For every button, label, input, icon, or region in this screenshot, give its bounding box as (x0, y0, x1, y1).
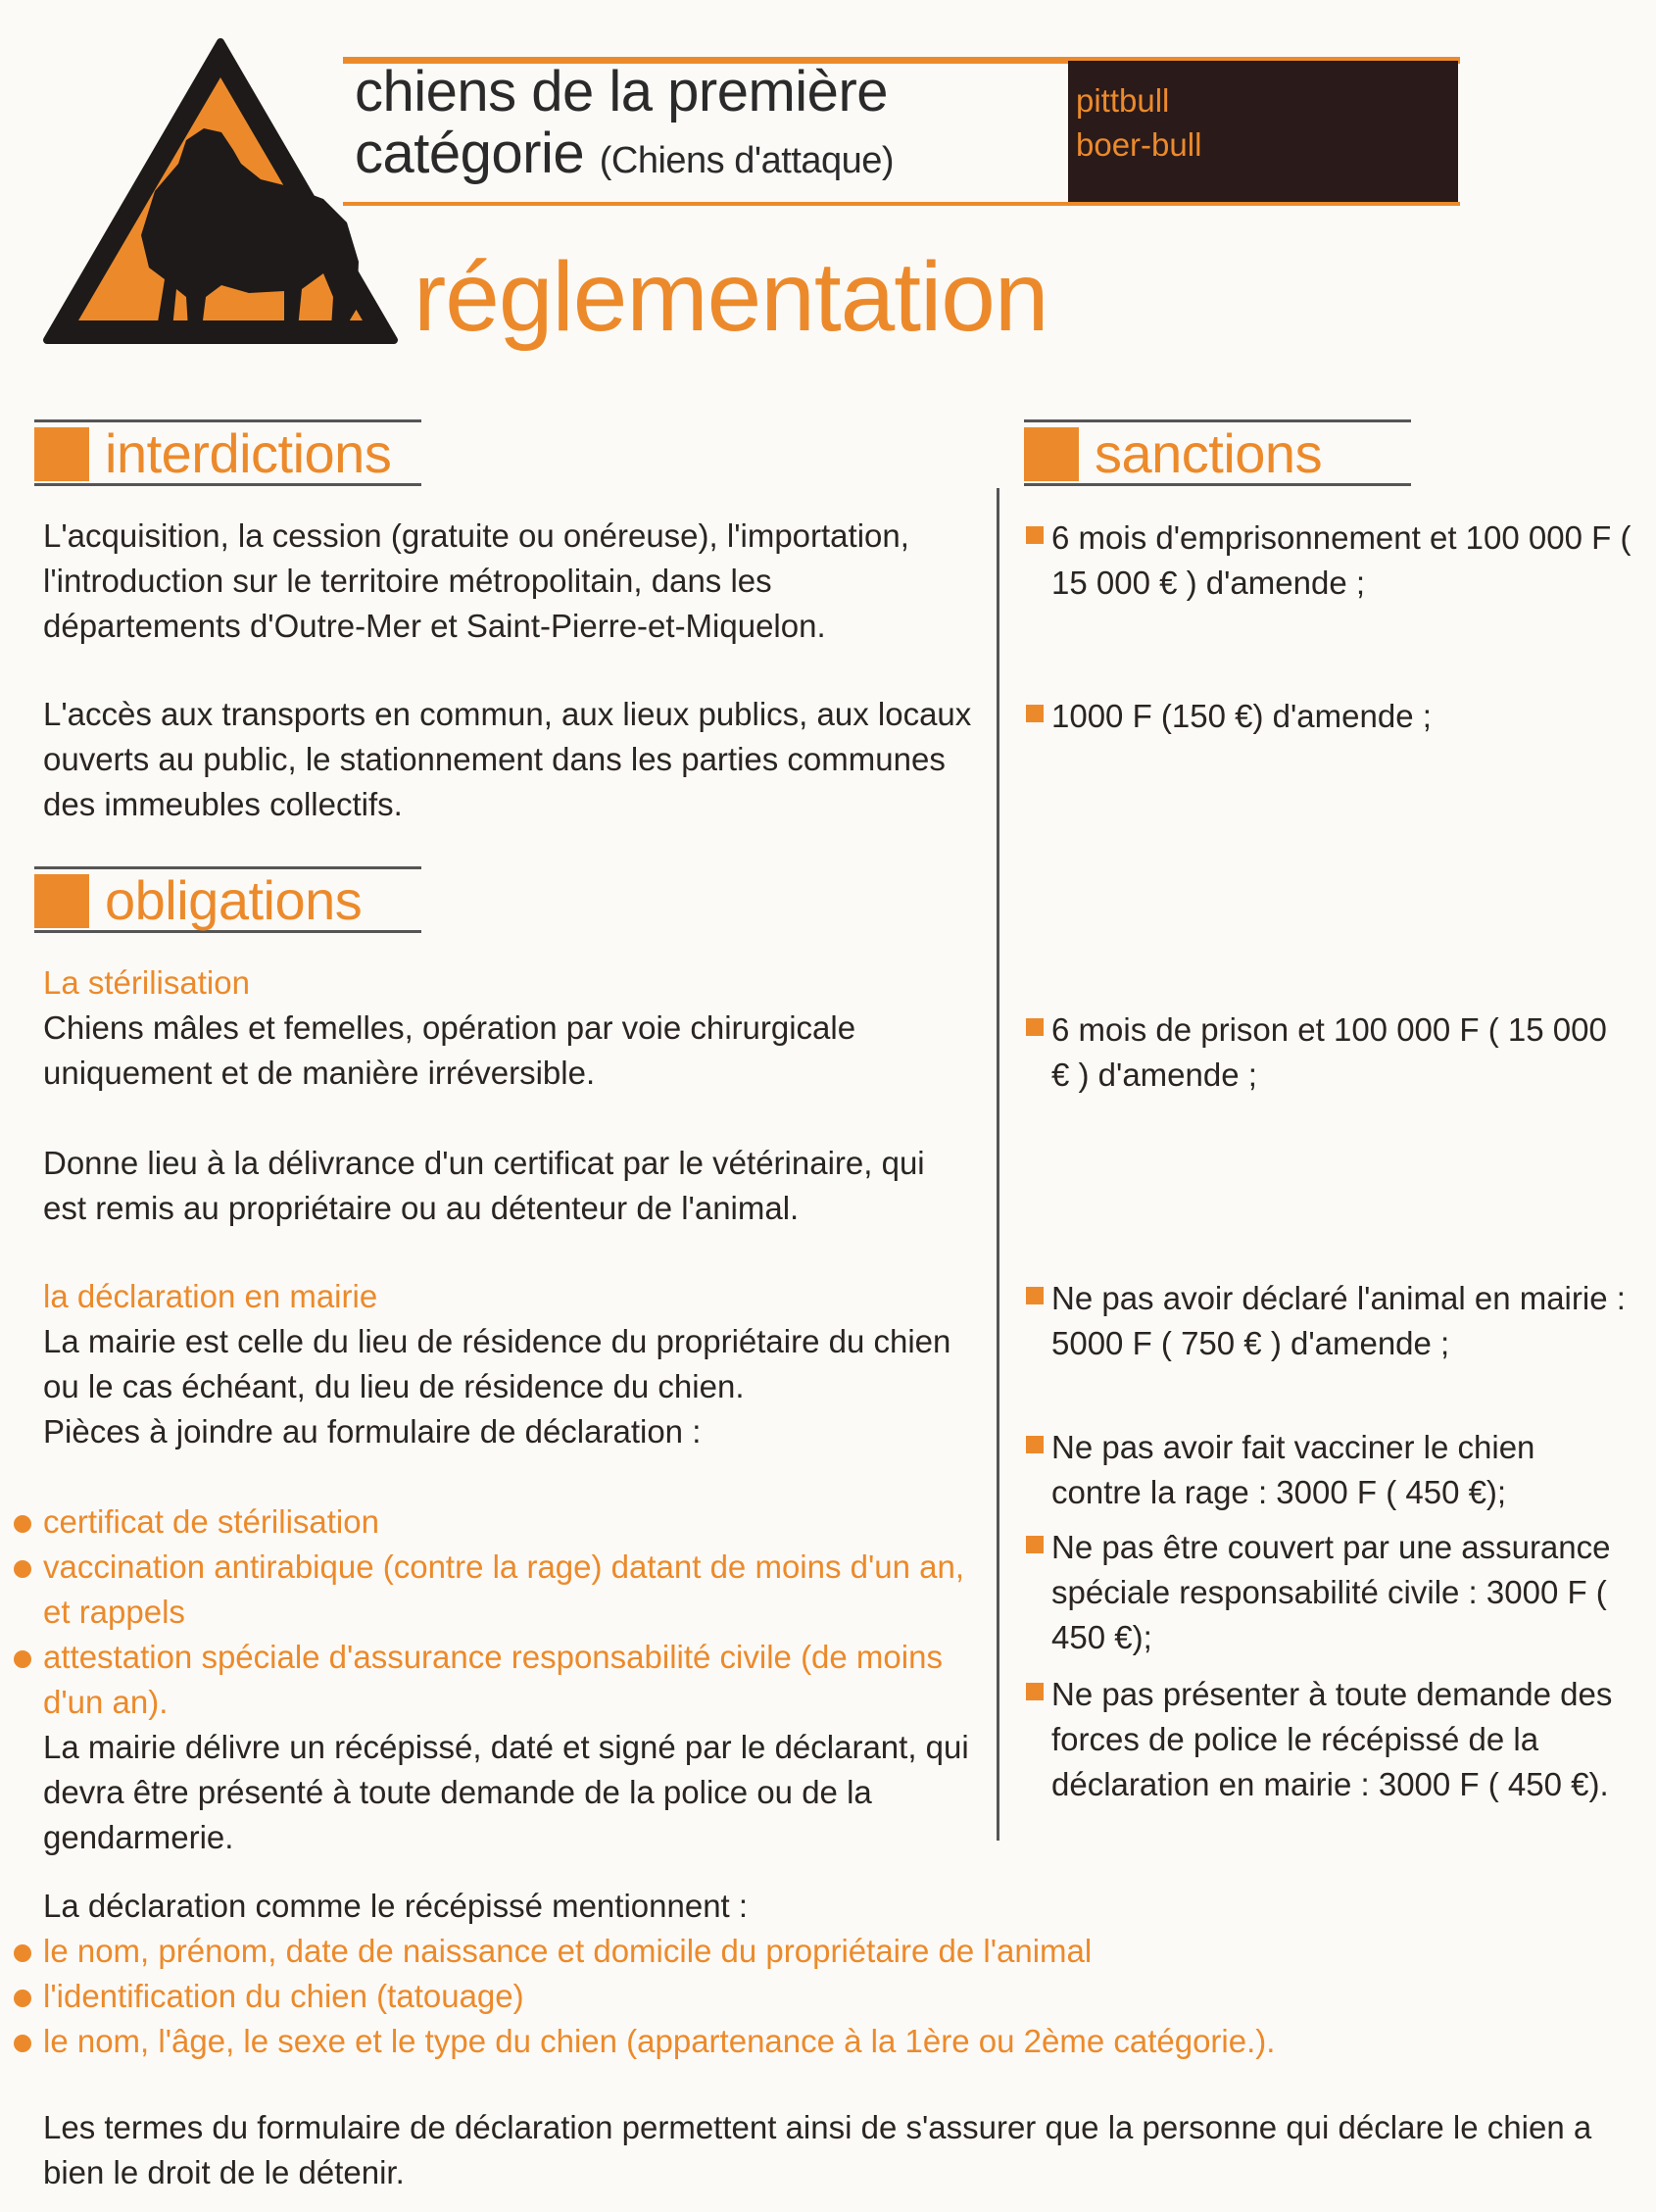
declaration-text-2: Pièces à joindre au formulaire de déclaration : (43, 1413, 702, 1450)
breed-item: pittbull (1076, 82, 1170, 119)
mentions-intro: La déclaration comme le récépissé mentionnent : (43, 1888, 749, 1924)
list-item: vaccination antirabique (contre la rage) datant de moins d'un an, et rappels (14, 1545, 974, 1635)
square-bullet-icon (34, 427, 89, 481)
square-bullet-icon (1026, 1436, 1044, 1453)
sanction-item: Ne pas être couvert par une assurance spéciale responsabilité civile : 3000 F ( 450 €); (1026, 1525, 1633, 1660)
title-line-2 (355, 123, 894, 192)
sanction-item: Ne pas présenter à toute demande des forces de police le récépissé de la déclaration en mairie : 3000 F ( 450 €). (1026, 1672, 1633, 1807)
sanction-item: 1000 F (150 €) d'amende ; (1026, 694, 1633, 739)
interdiction-text-2: L'accès aux transports en commun, aux lieux publics, aux locaux ouverts au public, le stationnement dans les parties communes des immeubles collectifs. (43, 696, 972, 822)
list-item: l'identification du chien (tatouage) (14, 1974, 1621, 2019)
section-label: interdictions (105, 422, 392, 484)
section-label: sanctions (1095, 422, 1323, 484)
dot-bullet-icon (14, 1515, 31, 1533)
square-bullet-icon (1026, 705, 1044, 722)
interdiction-text-1: L'acquisition, la cession (gratuite ou onéreuse), l'importation, l'introduction sur le territoire métropolitain, dans les départements d'Outre-Mer et Saint-Pierre-et-Miquelon. (43, 517, 909, 644)
dot-bullet-icon (14, 1560, 31, 1578)
dot-bullet-icon (14, 1650, 31, 1668)
square-bullet-icon (1024, 427, 1079, 481)
column-divider (997, 488, 999, 1841)
page-title (355, 61, 894, 192)
section-header-obligations (34, 866, 421, 933)
breed-list (1076, 78, 1201, 167)
square-bullet-icon (1026, 1018, 1044, 1036)
square-bullet-icon (1026, 1287, 1044, 1304)
sterilisation-text-2: Donne lieu à la délivrance d'un certificat par le vétérinaire, qui est remis au propriétaire ou au détenteur de l'animal. (43, 1145, 925, 1226)
square-bullet-icon (1026, 1683, 1044, 1700)
list-item: le nom, l'âge, le sexe et le type du chien (appartenance à la 1ère ou 2ème catégorie.). (14, 2019, 1621, 2064)
title-subtitle: (Chiens d'attaque) (599, 140, 895, 181)
sterilisation-text-1: Chiens mâles et femelles, opération par voie chirurgicale uniquement et de manière irréversible. (43, 1009, 856, 1091)
mentions-list (14, 1929, 1621, 2064)
title-line-2-main: catégorie (355, 122, 585, 185)
pieces-list (14, 1499, 974, 1725)
dot-bullet-icon (14, 1990, 31, 2007)
square-bullet-icon (1026, 526, 1044, 544)
main-title: réglementation (414, 242, 1048, 352)
section-label: obligations (105, 869, 363, 931)
square-bullet-icon (34, 874, 89, 928)
title-line-1: chiens de la première (355, 60, 889, 123)
list-item: attestation spéciale d'assurance responsabilité civile (de moins d'un an). (14, 1635, 974, 1725)
list-item: certificat de stérilisation (14, 1499, 974, 1545)
sanction-item: Ne pas avoir fait vacciner le chien contre la rage : 3000 F ( 450 €); (1026, 1425, 1633, 1515)
sanction-item: Ne pas avoir déclaré l'animal en mairie : 5000 F ( 750 € ) d'amende ; (1026, 1276, 1633, 1366)
declaration-text-1: La mairie est celle du lieu de résidence du propriétaire du chien ou le cas échéant, du lieu de résidence du chien. (43, 1323, 951, 1404)
breed-item: boer-bull (1076, 126, 1202, 163)
sanction-item: 6 mois de prison et 100 000 F ( 15 000 € ) d'amende ; (1026, 1008, 1633, 1098)
sanction-item: 6 mois d'emprisonnement et 100 000 F ( 15 000 € ) d'amende ; (1026, 516, 1633, 606)
section-header-sanctions (1024, 419, 1411, 486)
dot-bullet-icon (14, 1944, 31, 1962)
conclusion-text: Les termes du formulaire de déclaration permettent ainsi de s'assurer que la personne qui déclare le chien a bien le droit de le détenir. (43, 2109, 1592, 2190)
section-header-interdictions (34, 419, 421, 486)
sterilisation-heading: La stérilisation (43, 964, 250, 1001)
square-bullet-icon (1026, 1536, 1044, 1553)
list-item: le nom, prénom, date de naissance et domicile du propriétaire de l'animal (14, 1929, 1621, 1974)
recepisse-text: La mairie délivre un récépissé, daté et signé par le déclarant, qui devra être présenté à toute demande de la police ou de la gendarmerie. (43, 1729, 969, 1855)
declaration-heading: la déclaration en mairie (43, 1278, 378, 1314)
dot-bullet-icon (14, 2035, 31, 2052)
